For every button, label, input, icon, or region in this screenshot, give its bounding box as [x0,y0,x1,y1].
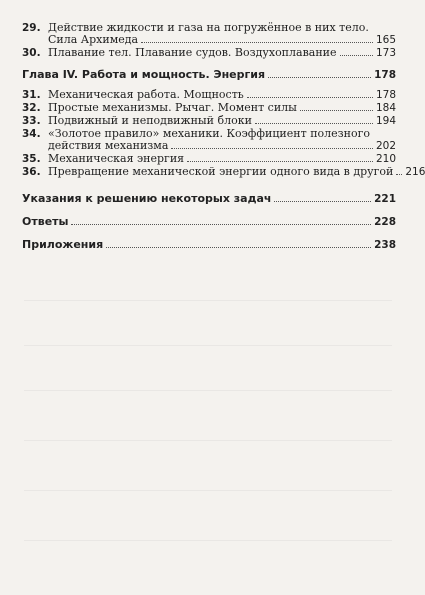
dot-leader [141,42,373,43]
entry-title-line: Механическая энергия [48,152,185,165]
toc-entry[interactable] [22,47,396,59]
dot-leader [396,174,402,175]
dot-leader [255,123,373,124]
show-through-line [24,490,392,491]
dot-leader [187,161,373,162]
toc-entry[interactable] [22,115,396,127]
dot-leader [106,247,371,248]
dot-leader [171,148,373,149]
entry-number: 32. [22,102,41,114]
show-through-line [24,345,392,346]
entry-number: 29. [22,22,41,34]
entry-page-number: 184 [375,102,396,114]
section-heading[interactable] [22,192,396,205]
toc-entry[interactable] [22,128,396,152]
entry-page-number: 165 [375,34,396,46]
show-through-line [24,390,392,391]
section-page-number: 221 [374,193,396,205]
section-heading[interactable] [22,238,396,251]
entry-title-line: Механическая работа. Мощность [48,88,244,101]
toc-entry[interactable] [22,165,425,178]
entry-title-line: Действие жидкости и газа на погружённое в них тело. [48,21,369,34]
section-page-number: 228 [374,216,396,228]
entry-number: 31. [22,89,41,101]
entry-title-line: Простые механизмы. Рычаг. Момент силы [48,101,297,114]
toc-entry[interactable] [22,89,396,101]
chapter-title: Глава IV. Работа и мощность. Энергия [22,68,266,81]
section-title: Приложения [22,238,104,251]
entry-title-line: Подвижный и неподвижный блоки [48,114,252,127]
chapter-page-number: 178 [374,69,396,81]
toc-entry[interactable] [22,22,396,46]
toc-entry[interactable] [22,153,396,165]
entry-number: 33. [22,115,41,127]
chapter-heading[interactable] [22,68,396,81]
entry-number: 30. [22,47,41,59]
entry-title-line: «Золотое правило» механики. Коэффициент полезного [48,127,370,140]
dot-leader [71,224,371,225]
dot-leader [247,97,373,98]
entry-title-line: Сила Архимеда [48,33,139,46]
entry-title-line: действия механизма [48,139,169,152]
entry-page-number: 210 [375,153,396,165]
entry-page-number: 202 [375,140,396,152]
dot-leader [340,55,373,56]
section-page-number: 238 [374,239,396,251]
section-heading[interactable] [22,215,396,228]
show-through-line [24,540,392,541]
entry-page-number: 178 [375,89,396,101]
dot-leader [300,110,373,111]
entry-number: 35. [22,153,41,165]
toc-entry[interactable] [22,102,396,114]
section-title: Указания к решению некоторых задач [22,192,272,205]
entry-number: 36. [22,166,41,178]
show-through-line [24,300,392,301]
entry-title-line: Превращение механической энергии одного вида в другой [48,165,394,178]
section-title: Ответы [22,215,69,228]
entry-page-number: 194 [375,115,396,127]
show-through-line [24,440,392,441]
entry-page-number: 173 [375,47,396,59]
entry-number: 34. [22,128,41,140]
entry-page-number: 216 [405,166,425,178]
dot-leader [268,77,371,78]
entry-title-line: Плавание тел. Плавание судов. Воздухоплавание [48,46,337,59]
dot-leader [274,201,371,202]
